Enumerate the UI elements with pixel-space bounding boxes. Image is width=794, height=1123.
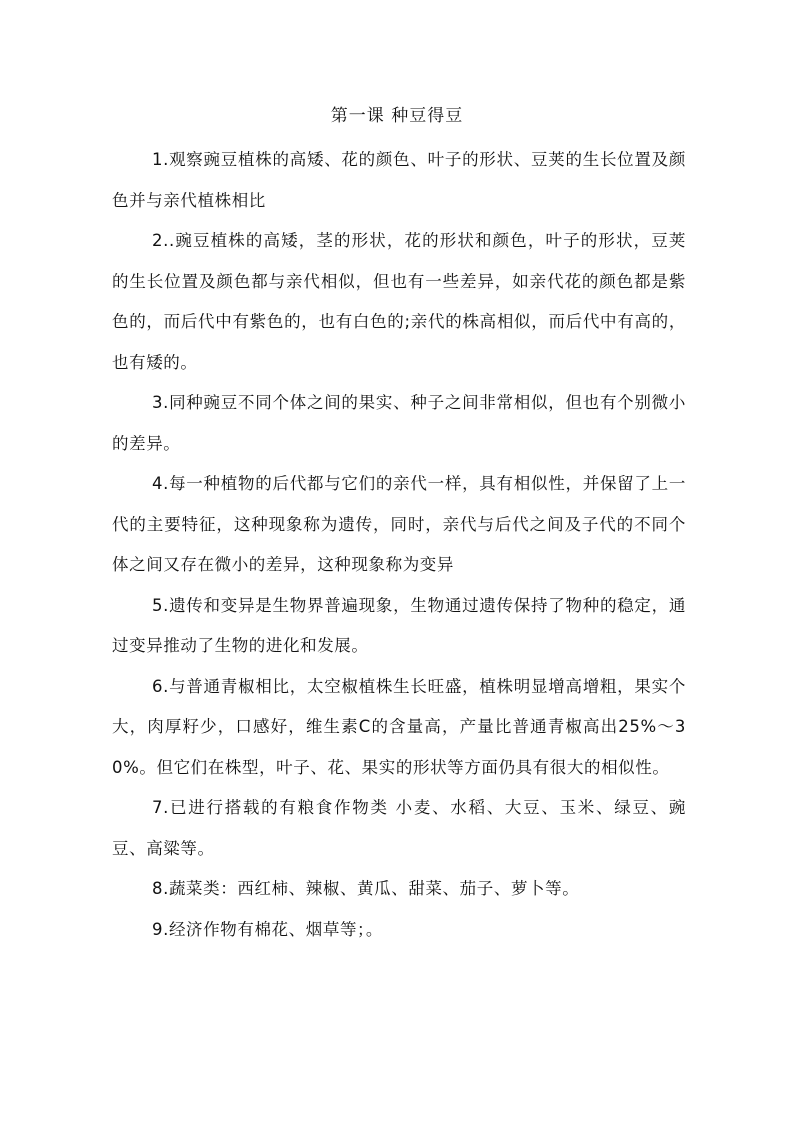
paragraph-6: 6.与普通青椒相比，太空椒植株生长旺盛，植株明显增高增粗，果实个大，肉厚籽少，口感好，维生素C的含量高，产量比普通青椒高出25%～30%。但它们在株型，叶子、花、果实的形状等方面仍具有很大的相似性。	[112, 676, 686, 777]
document-body	[112, 140, 686, 950]
paragraph-2: 2..豌豆植株的高矮，茎的形状，花的形状和颜色，叶子的形状，豆荚的生长位置及颜色都与亲代相似，但也有一些差异，如亲代花的颜色都是紫色的，而后代中有紫色的，也有白色的;亲代的株高相似，而后代中有高的，也有矮的。	[112, 231, 686, 372]
paragraph-7: 7.已进行搭载的有粮食作物类 小麦、水稻、大豆、玉米、绿豆、豌豆、高粱等。	[112, 798, 686, 858]
paragraph-1: 1.观察豌豆植株的高矮、花的颜色、叶子的形状、豆荚的生长位置及颜色并与亲代植株相比	[112, 150, 686, 210]
paragraph-9: 9.经济作物有棉花、烟草等；。	[152, 919, 383, 939]
paragraph-3: 3.同种豌豆不同个体之间的果实、种子之间非常相似，但也有个别微小的差异。	[112, 393, 686, 453]
paragraph-8: 8.蔬菜类：西红柿、辣椒、黄瓜、甜菜、茄子、萝卜等。	[152, 879, 580, 898]
paragraph-5: 5.遗传和变异是生物界普遍现象，生物通过遗传保持了物种的稳定，通过变异推动了生物的进化和发展。	[112, 595, 686, 655]
paragraph-4: 4.每一种植物的后代都与它们的亲代一样，具有相似性，并保留了上一代的主要特征，这种现象称为遗传，同时，亲代与后代之间及子代的不同个体之间又存在微小的差异，这种现象称为变异	[112, 474, 686, 574]
lesson-title: 第一课 种豆得豆	[330, 106, 464, 126]
